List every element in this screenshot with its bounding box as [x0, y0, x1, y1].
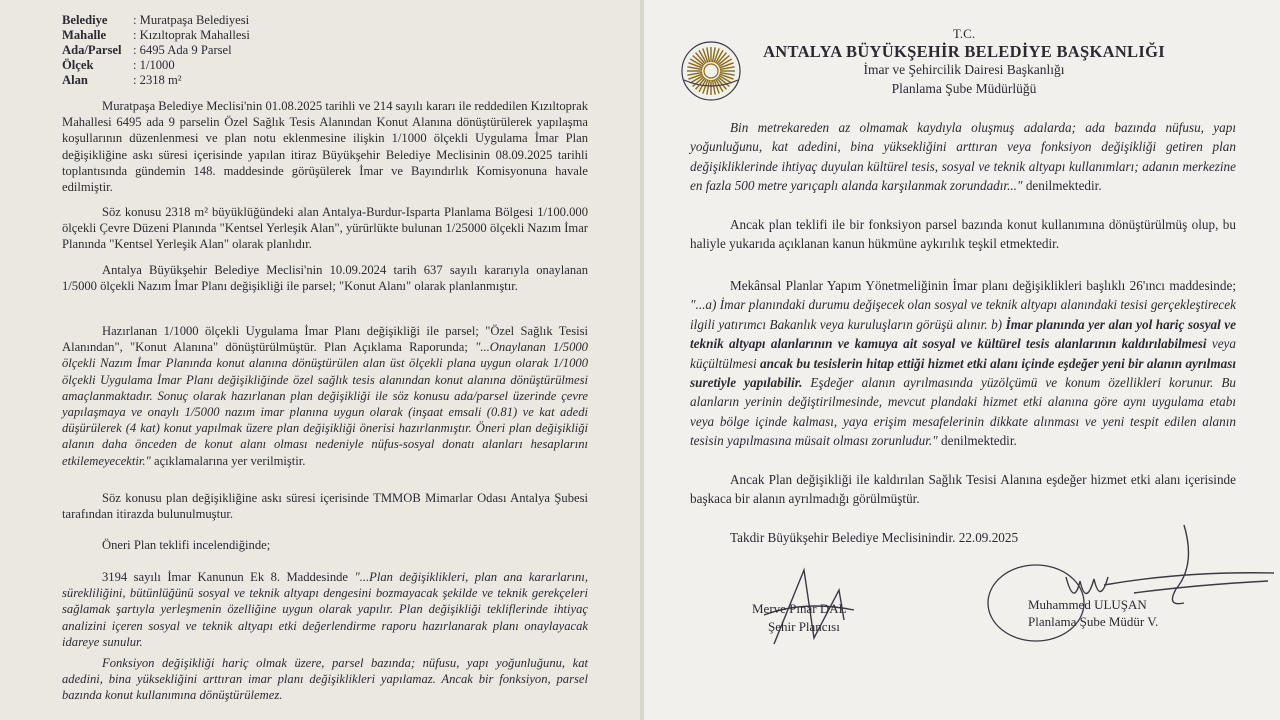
meta-key: Ölçek — [62, 58, 94, 72]
right-paragraph-5: Takdir Büyükşehir Belediye Meclisinindir. 22.09.2025 — [730, 530, 1019, 545]
signatory-1-title: Şehir Plancısı — [768, 619, 840, 634]
meta-key: Alan — [62, 73, 88, 87]
rp3-q2: İmar planında yer alan yol hariç sosyal ve teknik altyapı alanlarının ve kamuya ait sosyal ve kültürel tesis alanlarının kaldırılabilmesi — [690, 316, 1237, 352]
paragraph-7 — [62, 569, 588, 650]
rp1-tail: denilmektedir. — [1022, 178, 1102, 194]
paragraph-3: Antalya Büyükşehir Belediye Meclisi'nin 10.09.2024 tarih 637 sayılı kararıyla onaylanan 1/5000 ölçekli Nazım İmar Planı değişikliği ile parsel; "Konut Alanı" olarak planlanmıştır. — [62, 263, 588, 294]
meta-value: : Kızıltoprak Mahallesi — [133, 28, 250, 42]
right-paragraph-2: Ancak plan teklifi ile bir fonksiyon parsel bazında konut kullanımına dönüştürülmüş olup, bu haliyle yukarıda açıklanan kanun hükmüne aykırılık teşkil etmektedir. — [690, 217, 1236, 252]
header-tc: T.C. — [952, 26, 976, 41]
right-paragraph-3 — [690, 276, 1236, 451]
signatory-2-name: Muhammed ULUŞAN — [1028, 597, 1147, 612]
meta-key: Ada/Parsel — [62, 43, 122, 57]
header-department: İmar ve Şehircilik Dairesi Başkanlığı — [863, 62, 1065, 77]
paragraph-6: Öneri Plan teklifi incelendiğinde; — [102, 538, 271, 552]
paragraph-2: Söz konusu 2318 m² büyüklüğündeki alan Antalya-Burdur-Isparta Planlama Bölgesi 1/100.000 ölçekli Çevre Düzeni Planında "Kentsel Yerleşik Alan", yürürlükte bulunan 1/25000 ölçekli Nazım İmar Planında "Kentsel Yerleşik Alan" olarak planlıdır. — [62, 205, 588, 252]
paragraph-8: Fonksiyon değişikliği hariç olmak üzere, parsel bazında; nüfusu, yapı yoğunluğunu, kat adedini, bina yüksekliğini arttıran imar planı değişiklikleri yapılamaz. Ancak bir fonksiyon, parsel bazında konut kullanımına dönüştürülemez. — [62, 656, 588, 703]
right-paragraph-4: Ancak Plan değişikliği ile kaldırılan Sağlık Tesisi Alanına eşdeğer hizmet etki alanı içerisinde başkaca bir alanın ayrılmadığı görülmüştür. — [690, 472, 1236, 507]
meta-value: : Muratpaşa Belediyesi — [133, 13, 250, 27]
meta-value: : 1/1000 — [133, 58, 175, 72]
rp3-q5: Eşdeğer alanın ayrılmasında yüzölçümü ve konum özellikleri korunur. Bu alanların yerinin değiştirilmesinde, mevcut plandaki hizmet etki alanına göre aynı uygulama etabı veya bölge içinde kalması, yaya erişim mesafelerinin dikkate alınması ve yeni tespit edilen alanın tesisin yapılmasına müsait olması zorunludur." — [690, 375, 1237, 449]
rp3-tail: denilmektedir. — [937, 433, 1017, 449]
meta-key: Mahalle — [62, 28, 107, 42]
rp1-quote: Bin metrekareden az olmamak kaydıyla oluşmuş adalarda; ada bazında nüfusu, yapı yoğunluğunu, kat adedini, bina yüksekliğini arttıran veya fonksiyon değişikliği getiren plan değişikliklerinde ihtiyaç duyulan kültürel tesis, sosyal ve teknik altyapı kullanımları; adanın merkezine en fazla 500 metre yarıçaplı alanda karşılanmak zorundadır..." — [690, 120, 1236, 194]
right-document-page — [644, 0, 1280, 720]
p4-lead: Hazırlanan 1/1000 ölçekli Uygulama İmar Planı değişikliği ile parsel; "Özel Sağlık Tesisi Alanından", "Konut Alanına" dönüştürülmüştür. Plan Açıklama Raporunda; — [62, 324, 588, 355]
rp3-q1: "...a) İmar planındaki durumu değişecek olan sosyal ve teknik altyapı alanındaki tesisi gerçekleştirecek ilgili yatırımcı Bakanlık veya kuruluşların görüşü alınır. b) — [690, 297, 1236, 332]
signatory-2-title: Planlama Şube Müdür V. — [1028, 614, 1159, 629]
right-paragraph-1 — [690, 118, 1236, 196]
paragraph-1: Muratpaşa Belediye Meclisi'nin 01.08.2025 tarihli ve 214 sayılı kararı ile reddedilen Kızıltoprak Mahallesi 6495 ada 9 parselin Özel Sağlık Tesis Alanından Konut Alanına dönüştürülerek yapılaşma koşullarının düzenlenmesi ve plan notu eklenmesine ilişkin 1/1000 ölçekli Uygulama İmar Plan değişikliğine askı süresi içerisinde yapılan itiraz Büyükşehir Belediye Meclisinin 08.09.2025 tarihli toplantısında gündemin 148. maddesinde görüşülerek İmar ve Bayındırlık Komisyonuna havale edilmiştir. — [62, 99, 588, 195]
header-unit: Planlama Şube Müdürlüğü — [891, 81, 1037, 96]
p7-lead: 3194 sayılı İmar Kanunun Ek 8. Maddesinde — [102, 570, 355, 584]
header-institution: ANTALYA BÜYÜKŞEHİR BELEDİYE BAŞKANLIĞI — [763, 42, 1165, 61]
paragraph-4 — [62, 323, 588, 469]
paragraph-5: Söz konusu plan değişikliğine askı süresi içerisinde TMMOB Mimarlar Odası Antalya Şubesi tarafından itirazda bulunulmuştur. — [62, 491, 588, 522]
rp3-lead: Mekânsal Planlar Yapım Yönetmeliğinin İmar planı değişiklikleri başlıklı 26'ıncı maddesinde; — [730, 278, 1236, 293]
meta-key: Belediye — [62, 13, 108, 27]
meta-value: : 6495 Ada 9 Parsel — [133, 43, 232, 57]
meta-value: : 2318 m² — [133, 73, 182, 87]
signatory-1-name: Merve Pınar DAL — [752, 601, 847, 616]
p7-quote: "...Plan değişiklikleri, plan ana kararlarını, sürekliliğini, bütünlüğünü sosyal ve teknik altyapı dengesini bozmayacak şekilde ve teknik gerekçeleri sağlamak şartıyla yerleşmenin özelliğine uygun olarak yapılır. Plan değişikliği tekliflerinde ihtiyaç analizini içeren sosyal ve teknik altyapı etki değerlendirme raporu hazırlanarak planı onaylayacak idareye sunulur. — [62, 570, 588, 649]
p4-quote: "...Onaylanan 1/5000 ölçekli Nazım İmar Planında konut alanına dönüştürülen alan üst ölçekli plana uygun olarak 1/1000 ölçekli Uygulama İmar Planı değişikliğinde özel sağlık tesis alanından konut alanına dönüştürülmesi amaçlanmaktadır. Sonuç olarak hazırlanan plan değişikliği ile söz konusu ada/parsel üzerinde çevre yapılaşmaya ve onaylı 1/5000 nazım imar planına uygun olarak (inşaat emsali (0.81) ve kat adedi düşürülerek (4 kat) konut yapılmak üzere plan değişikliği önerisi hazırlanmıştır. Öneri plan değişikliği alanın daha önceden de konut alanı olması nedeniyle nüfus-sosyal donatı alanları hesaplarını etkilemeyecektir." — [62, 340, 588, 468]
rp3-q4: ancak bu tesislerin hitap ettiği hizmet etki alanı içinde eşdeğer yeni bir alanın ayrılması suretiyle yapılabilir. — [690, 355, 1236, 391]
p4-tail: açıklamalarına yer verilmiştir. — [150, 453, 306, 468]
rp3-q3: veya küçültülmesi — [690, 336, 1236, 371]
